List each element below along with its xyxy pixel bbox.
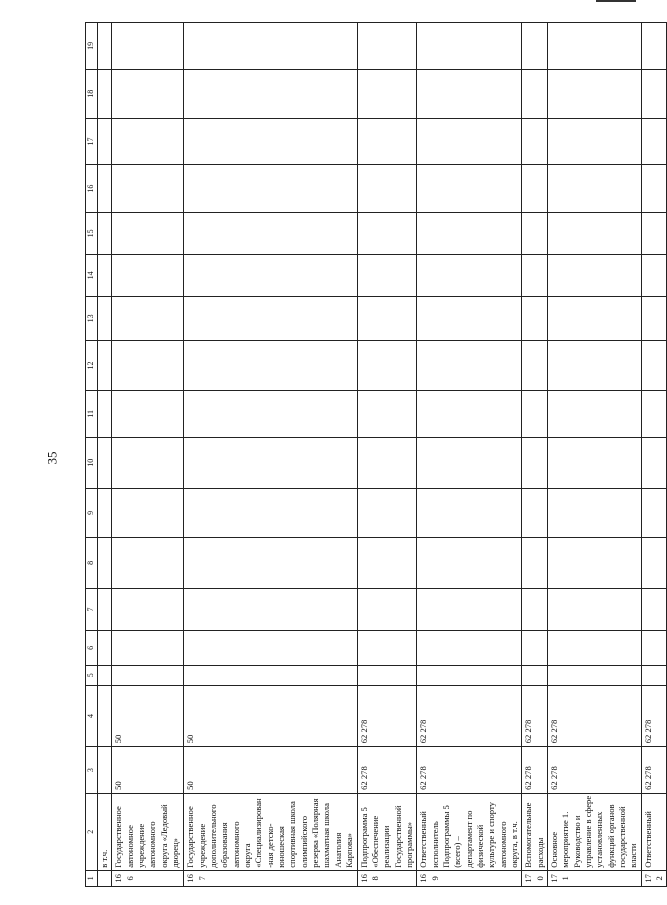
empty-cell — [184, 69, 357, 118]
empty-cell — [417, 296, 522, 340]
empty-cell — [357, 118, 417, 165]
empty-cell — [112, 296, 184, 340]
table-row — [641, 23, 667, 887]
header-cell: 17 — [86, 118, 98, 165]
empty-cell — [357, 254, 417, 296]
rotated-table-container — [85, 22, 665, 887]
empty-cell — [112, 69, 184, 118]
header-cell: 16 — [86, 165, 98, 213]
empty-cell — [522, 118, 548, 165]
row-name: Ответственный — [641, 793, 667, 870]
empty-cell — [98, 391, 112, 438]
empty-cell — [98, 588, 112, 630]
empty-cell — [112, 665, 184, 685]
row-number: 168 — [357, 870, 417, 886]
header-cell: 12 — [86, 341, 98, 391]
empty-cell — [417, 665, 522, 685]
row-name: Вспомогательные расходы — [522, 793, 548, 870]
empty-cell — [112, 23, 184, 70]
empty-cell — [357, 437, 417, 488]
table-row — [548, 23, 642, 887]
empty-cell — [184, 23, 357, 70]
empty-cell — [98, 118, 112, 165]
empty-cell — [112, 118, 184, 165]
empty-cell — [98, 212, 112, 254]
col3-value: 62 278 — [357, 747, 417, 794]
row-number: 172 — [641, 870, 667, 886]
empty-cell — [548, 296, 642, 340]
empty-cell — [184, 165, 357, 213]
empty-cell — [522, 665, 548, 685]
empty-cell — [522, 69, 548, 118]
header-cell: 6 — [86, 630, 98, 665]
empty-cell — [98, 537, 112, 588]
empty-cell — [522, 588, 548, 630]
empty-cell — [548, 391, 642, 438]
col4-value: 62 278 — [357, 685, 417, 747]
empty-cell — [641, 118, 667, 165]
empty-cell — [184, 296, 357, 340]
empty-cell — [548, 537, 642, 588]
empty-cell — [522, 488, 548, 537]
empty-cell — [357, 23, 417, 70]
row-number: 170 — [522, 870, 548, 886]
empty-cell — [522, 212, 548, 254]
empty-cell — [548, 488, 642, 537]
row-name: Подпрограмма 5 «Обеспечение реализации Государственной программы» — [357, 793, 417, 870]
header-cell: 7 — [86, 588, 98, 630]
row-number: 171 — [548, 870, 642, 886]
empty-cell — [417, 588, 522, 630]
header-cell: 3 — [86, 747, 98, 794]
empty-cell — [357, 630, 417, 665]
empty-cell — [548, 665, 642, 685]
header-number-row — [86, 23, 98, 887]
empty-cell — [641, 437, 667, 488]
row-name: Государственное учреждение дополнительного образования автономного округа «Специализирован-ная детско-юношеская спортивная школа олимпийского резерва «Полярная шахматная школа Анатолия Карпова» — [184, 793, 357, 870]
empty-cell — [184, 254, 357, 296]
empty-cell — [357, 665, 417, 685]
table-row — [112, 23, 184, 887]
col4-value: 62 278 — [417, 685, 522, 747]
empty-cell — [548, 69, 642, 118]
empty-cell — [641, 665, 667, 685]
empty-cell — [112, 341, 184, 391]
empty-cell — [417, 488, 522, 537]
empty-cell — [357, 488, 417, 537]
empty-cell — [98, 165, 112, 213]
empty-cell — [357, 588, 417, 630]
header-cell: 19 — [86, 23, 98, 70]
header-cell: 9 — [86, 488, 98, 537]
row-number: 169 — [417, 870, 522, 886]
empty-cell — [548, 341, 642, 391]
empty-cell — [417, 254, 522, 296]
header-cell: 13 — [86, 296, 98, 340]
empty-cell — [112, 488, 184, 537]
scan-edge-mark — [596, 0, 636, 2]
empty-cell — [112, 537, 184, 588]
empty-cell — [357, 296, 417, 340]
empty-cell — [357, 212, 417, 254]
row-number: 166 — [112, 870, 184, 886]
col3-value: 50 — [184, 747, 357, 794]
empty-cell — [184, 391, 357, 438]
header-cell: 18 — [86, 69, 98, 118]
empty-cell — [98, 488, 112, 537]
empty-cell — [522, 537, 548, 588]
empty-cell — [548, 630, 642, 665]
empty-cell — [417, 165, 522, 213]
header-cell: 1 — [86, 870, 98, 886]
col4-value: 62 278 — [548, 685, 642, 747]
empty-cell — [417, 23, 522, 70]
empty-cell — [184, 665, 357, 685]
empty-cell — [98, 69, 112, 118]
empty-cell — [522, 437, 548, 488]
empty-cell — [112, 212, 184, 254]
empty-cell — [548, 212, 642, 254]
empty-cell — [641, 165, 667, 213]
empty-cell — [417, 537, 522, 588]
empty-cell — [184, 437, 357, 488]
row-number — [98, 870, 112, 886]
empty-cell — [357, 537, 417, 588]
col4-value — [98, 685, 112, 747]
empty-cell — [98, 437, 112, 488]
empty-cell — [641, 537, 667, 588]
empty-cell — [417, 212, 522, 254]
empty-cell — [641, 588, 667, 630]
empty-cell — [641, 630, 667, 665]
empty-cell — [184, 630, 357, 665]
empty-cell — [184, 588, 357, 630]
col3-value: 62 278 — [522, 747, 548, 794]
empty-cell — [184, 537, 357, 588]
col4-value: 62 278 — [641, 685, 667, 747]
empty-cell — [98, 254, 112, 296]
table-row — [184, 23, 357, 887]
row-name: Государственное автономное учреждение автономного округа «Ледовый дворец» — [112, 793, 184, 870]
budget-table — [85, 22, 667, 887]
empty-cell — [641, 391, 667, 438]
table-row — [357, 23, 417, 887]
empty-cell — [548, 437, 642, 488]
row-name: в т.ч. — [98, 793, 112, 870]
row-name: Ответственный исполнитель Подпрограммы 5 (всего) – департамент по физической культуре и спорту автономного округа, в т.ч. — [417, 793, 522, 870]
empty-cell — [522, 254, 548, 296]
empty-cell — [417, 341, 522, 391]
empty-cell — [417, 118, 522, 165]
empty-cell — [641, 341, 667, 391]
row-number: 167 — [184, 870, 357, 886]
empty-cell — [641, 69, 667, 118]
empty-cell — [357, 165, 417, 213]
empty-cell — [357, 69, 417, 118]
empty-cell — [641, 488, 667, 537]
empty-cell — [184, 212, 357, 254]
empty-cell — [112, 588, 184, 630]
col4-value: 50 — [112, 685, 184, 747]
empty-cell — [357, 391, 417, 438]
empty-cell — [98, 23, 112, 70]
col3-value — [98, 747, 112, 794]
empty-cell — [357, 341, 417, 391]
empty-cell — [112, 391, 184, 438]
empty-cell — [112, 437, 184, 488]
empty-cell — [641, 212, 667, 254]
empty-cell — [548, 165, 642, 213]
empty-cell — [548, 588, 642, 630]
empty-cell — [641, 23, 667, 70]
empty-cell — [522, 296, 548, 340]
empty-cell — [98, 630, 112, 665]
empty-cell — [184, 118, 357, 165]
header-cell: 8 — [86, 537, 98, 588]
empty-cell — [641, 254, 667, 296]
header-cell: 10 — [86, 437, 98, 488]
empty-cell — [98, 296, 112, 340]
empty-cell — [112, 254, 184, 296]
empty-cell — [184, 341, 357, 391]
table-row — [98, 23, 112, 887]
header-cell: 5 — [86, 665, 98, 685]
header-cell: 15 — [86, 212, 98, 254]
col3-value: 62 278 — [548, 747, 642, 794]
empty-cell — [522, 23, 548, 70]
empty-cell — [548, 254, 642, 296]
empty-cell — [417, 437, 522, 488]
table-row — [522, 23, 548, 887]
col3-value: 50 — [112, 747, 184, 794]
col3-value: 62 278 — [641, 747, 667, 794]
header-cell: 4 — [86, 685, 98, 747]
empty-cell — [522, 165, 548, 213]
empty-cell — [641, 296, 667, 340]
empty-cell — [417, 630, 522, 665]
col3-value: 62 278 — [417, 747, 522, 794]
header-cell: 11 — [86, 391, 98, 438]
empty-cell — [98, 341, 112, 391]
empty-cell — [112, 630, 184, 665]
col4-value: 50 — [184, 685, 357, 747]
empty-cell — [417, 69, 522, 118]
empty-cell — [112, 165, 184, 213]
row-name: Основное мероприятие 1. Руководство и управление в сфере установленных функций органов государственной власти — [548, 793, 642, 870]
empty-cell — [548, 118, 642, 165]
table-row — [417, 23, 522, 887]
empty-cell — [522, 341, 548, 391]
header-cell: 14 — [86, 254, 98, 296]
header-cell: 2 — [86, 793, 98, 870]
page-number: 35 — [44, 451, 60, 465]
empty-cell — [548, 23, 642, 70]
empty-cell — [522, 391, 548, 438]
empty-cell — [417, 391, 522, 438]
empty-cell — [184, 488, 357, 537]
col4-value: 62 278 — [522, 685, 548, 747]
empty-cell — [98, 665, 112, 685]
empty-cell — [522, 630, 548, 665]
